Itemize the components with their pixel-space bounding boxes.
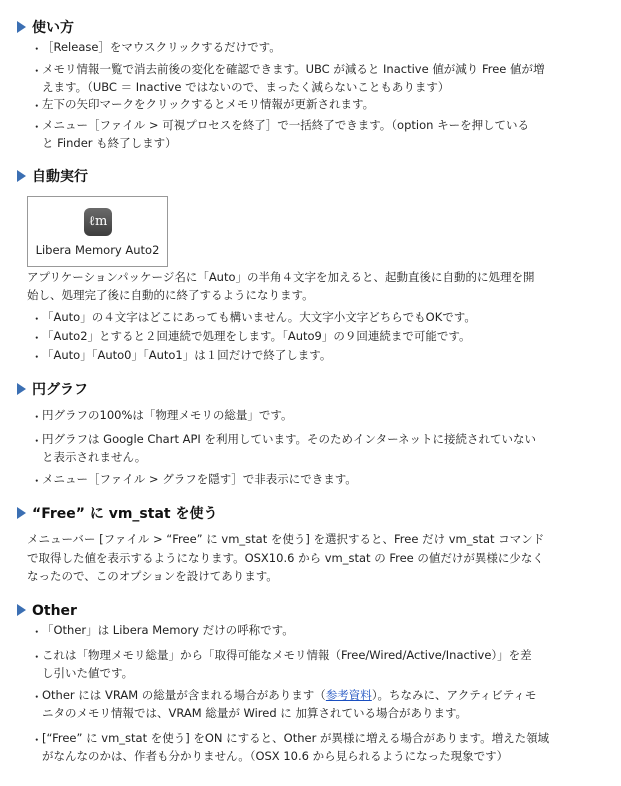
usage-bullet-2-line-2: えます。（UBC ＝ Inactive ではないので、まったく減らないこともあります）: [42, 80, 450, 94]
triangle-icon: [17, 170, 26, 182]
other-bullet-3-text-b: ）。ちなみに、アクティビティモ: [371, 688, 537, 702]
bullet-dot: ・: [31, 331, 43, 345]
heading-text: 使い方: [32, 20, 74, 36]
vmstat-paragraph-line-3: なったので、このオプションを設けてあります。: [27, 569, 278, 583]
heading-text: 自動実行: [32, 169, 88, 185]
other-bullet-4-line-2: がなんなのかは、作者も分かりません。（OSX 10.6 から見られるようになった現象です）: [42, 749, 509, 763]
bullet-dot: ・: [31, 312, 43, 326]
auto-bullet-1: 「Auto」の４文字はどこにあっても構いません。大文字小文字どちらでもOKです。: [42, 310, 476, 324]
bullet-dot: ・: [31, 690, 43, 704]
app-name-label: Libera Memory Auto2: [35, 243, 160, 257]
heading-text: “Free” に vm_stat を使う: [32, 506, 218, 522]
other-bullet-2-line-1: これは「物理メモリ総量」から「取得可能なメモリ情報（Free/Wired/Active/Inactive）」を差: [42, 648, 532, 662]
section-heading-vmstat: [17, 504, 217, 524]
usage-bullet-4-line-1: メニュー［ファイル > 可視プロセスを終了］で一括終了できます。（option キーを押している: [42, 118, 530, 132]
triangle-icon: [17, 383, 26, 395]
bullet-dot: ・: [31, 474, 43, 488]
bullet-dot: ・: [31, 733, 43, 747]
other-bullet-4-line-1: [“Free” に vm_stat を使う] をON にすると、Other が異様に増える場合があります。増えた領域: [42, 731, 550, 745]
bullet-dot: ・: [31, 434, 43, 448]
other-bullet-1: 「Other」は Libera Memory だけの呼称です。: [42, 623, 294, 637]
usage-bullet-1: ［Release］をマウスクリックするだけです。: [42, 40, 281, 54]
pie-bullet-3: メニュー［ファイル > グラフを隠す］で非表示にできます。: [42, 472, 357, 486]
section-heading-pie: [17, 380, 88, 400]
section-heading-other: [17, 601, 77, 621]
auto-bullet-2: 「Auto2」とすると２回連続で処理をします。「Auto9」の９回連続まで可能です。: [42, 329, 471, 343]
vmstat-paragraph-line-2: で取得した値を表示するようになります。OSX10.6 から vm_stat の Free の値だけが異様に少なく: [27, 551, 544, 565]
bullet-dot: ・: [31, 350, 43, 364]
pie-bullet-2-line-2: と表示されません。: [42, 450, 147, 464]
usage-bullet-2-line-1: メモリ情報一覧で消去前後の変化を確認できます。UBC が減ると Inactive 値が減り Free 値が増: [42, 62, 545, 76]
section-heading-usage: [17, 18, 74, 38]
vmstat-paragraph-line-1: メニューバー [ファイル > “Free” に vm_stat を使う] を選択すると、Free だけ vm_stat コマンド: [27, 532, 545, 546]
other-bullet-3-text-a: Other には VRAM の総量が含まれる場合があります（: [42, 688, 326, 702]
bullet-dot: ・: [31, 64, 43, 78]
bullet-dot: ・: [31, 410, 43, 424]
heading-text: 円グラフ: [32, 382, 88, 398]
usage-bullet-4-line-2: と Finder も終了します）: [42, 136, 177, 150]
other-bullet-3-line-1: [42, 686, 536, 704]
triangle-icon: [17, 21, 26, 33]
other-bullet-2-line-2: し引いた値です。: [42, 666, 134, 680]
auto-paragraph-line-1: アプリケーションパッケージ名に「Auto」の半角４文字を加えると、起動直後に自動的に処理を開: [27, 270, 535, 284]
triangle-icon: [17, 604, 26, 616]
section-heading-auto: [17, 167, 88, 187]
other-bullet-3-line-2: ニタのメモリ情報では、VRAM 総量が Wired に 加算されている場合があります。: [42, 706, 468, 720]
bullet-dot: ・: [31, 120, 43, 134]
app-icon-box[interactable]: [27, 196, 168, 267]
auto-paragraph-line-2: 始し、処理完了後に自動的に終了するようになります。: [27, 288, 314, 302]
pie-bullet-1: 円グラフの100%は「物理メモリの総量」です。: [42, 408, 293, 422]
triangle-icon: [17, 507, 26, 519]
bullet-dot: ・: [31, 42, 43, 56]
pie-bullet-2-line-1: 円グラフは Google Chart API を利用しています。そのためインターネットに接続されていない: [42, 432, 537, 446]
usage-bullet-3: 左下の矢印マークをクリックするとメモリ情報が更新されます。: [42, 97, 375, 111]
heading-text: Other: [32, 603, 77, 619]
libera-memory-app-icon: ℓm: [84, 208, 112, 236]
bullet-dot: ・: [31, 650, 43, 664]
reference-link[interactable]: 参考資料: [325, 688, 372, 702]
auto-bullet-3: 「Auto」「Auto0」「Auto1」は１回だけで終了します。: [42, 348, 332, 362]
bullet-dot: ・: [31, 625, 43, 639]
bullet-dot: ・: [31, 99, 43, 113]
